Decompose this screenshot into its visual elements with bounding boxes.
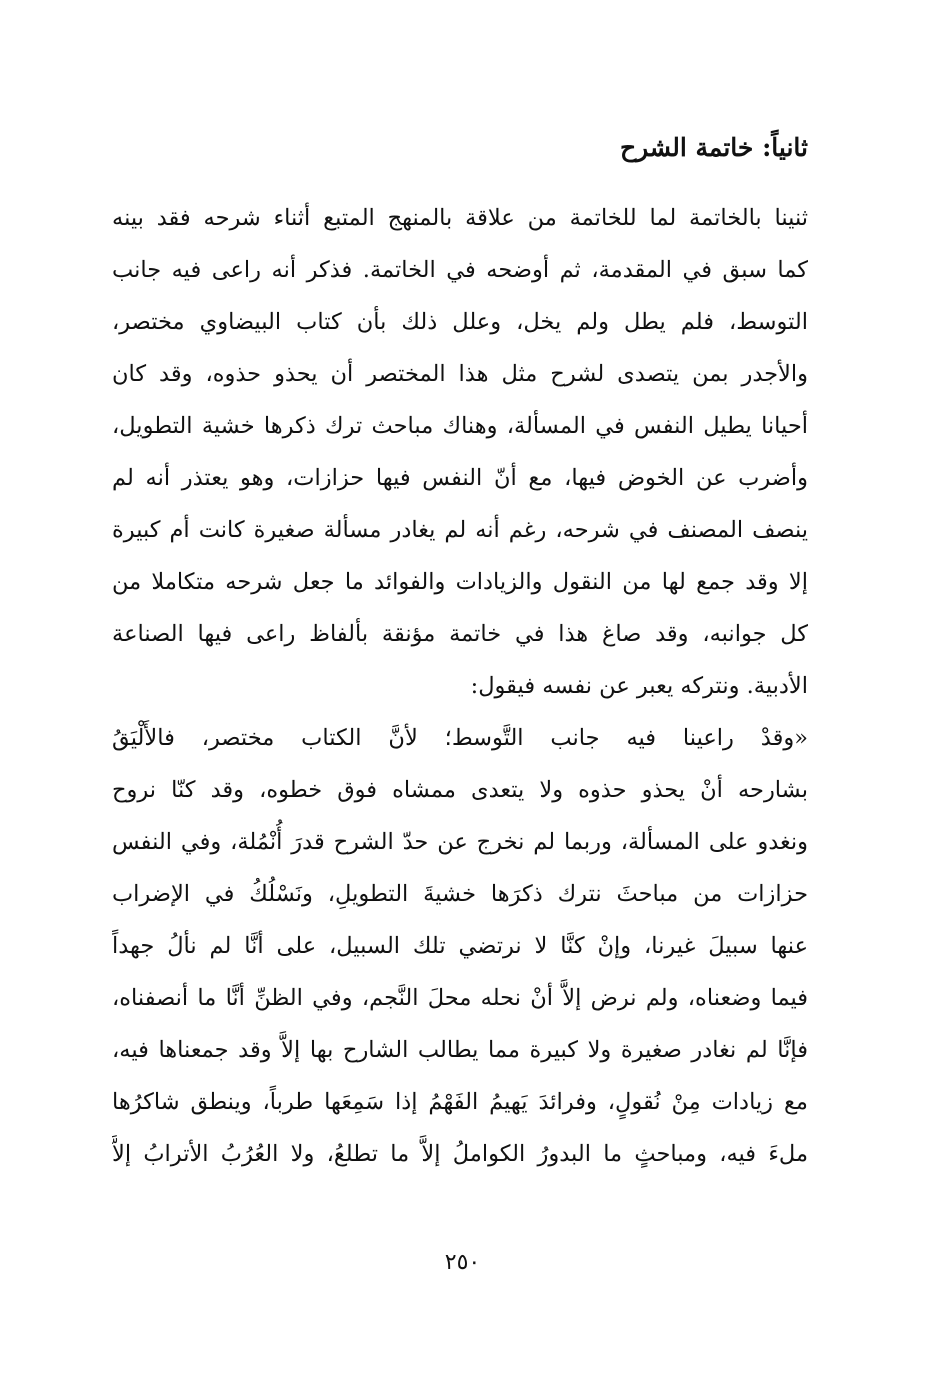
quote-line: ونغدو على المسألة، وربما لم نخرج عن حدّ الشرح قدرَ أُنْمُلة، وفي النفس	[112, 829, 808, 855]
quote-line: ملءَ فيه، ومباحثٍ ما البدورُ الكواملُ إلاَّ ما تطلعُ، ولا العُرُبُ الأترابُ إلاَّ	[112, 1141, 808, 1167]
text-line: الأدبية. ونتركه يعبر عن نفسه فيقول:	[470, 673, 808, 699]
quote-line: حزازات من مباحثَ نترك ذكرَها خشيةَ التطويلِ، ونَسْلُكُ في الإضراب	[112, 881, 808, 907]
text-line: كل جوانبه، وقد صاغ هذا في خاتمة مؤنقة بألفاظ راعى فيها الصناعة	[112, 621, 808, 647]
quote-line: «وقدْ راعينا فيه جانب التَّوسط؛ لأنَّ الكتاب مختصر، فالأَلْيَقُ	[112, 725, 808, 751]
quote-line: فيما وضعناه، ولم نرض إلاَّ أنْ نحله محلَ النَّجم، وفي الظنِّ أنَّا ما أنصفناه،	[112, 985, 808, 1011]
text-line: ينصف المصنف في شرحه، رغم أنه لم يغادر مسألة صغيرة كانت أم كبيرة	[112, 517, 808, 543]
section-heading: ثانياً: خاتمة الشرح	[619, 133, 808, 162]
text-line: التوسط، فلم يطل ولم يخل، وعلل ذلك بأن كتاب البيضاوي مختصر،	[112, 309, 808, 335]
text-line: أحيانا يطيل النفس في المسألة، وهناك مباحث ترك ذكرها خشية التطويل،	[112, 413, 808, 439]
paragraph-quote	[112, 712, 808, 1180]
text-line: ثنينا بالخاتمة لما للخاتمة من علاقة بالمنهج المتبع أثناء شرحه فقد بينه	[112, 205, 808, 231]
quote-line: مع زيادات مِنْ نُقولٍ، وفرائدَ يَهيمُ الفَهْمُ إذا سَمِعَها طرباً، وينطق شاكرُها	[112, 1089, 808, 1115]
text-line: والأجدر بمن يتصدى لشرح مثل هذا المختصر أن يحذو حذوه، وقد كان	[112, 361, 808, 387]
text-line: وأضرب عن الخوض فيها، مع أنّ النفس فيها حزازات، وهو يعتذر أنه لم	[112, 465, 808, 491]
quote-line: فإنَّا لم نغادر صغيرة ولا كبيرة مما يطالب الشارح بها إلاَّ وقد جمعناها فيه،	[112, 1037, 808, 1063]
text-line: كما سبق في المقدمة، ثم أوضحه في الخاتمة. فذكر أنه راعى فيه جانب	[112, 257, 808, 283]
text-line: إلا وقد جمع لها من النقول والزيادات والفوائد ما جعل شرحه متكاملا من	[112, 569, 808, 595]
quote-line: بشارحه أنْ يحذو حذوه ولا يتعدى ممشاه فوق خطوه، وقد كنّا نروح	[112, 777, 808, 803]
page-number: ٢٥٠	[444, 1250, 481, 1275]
quote-line: عنها سبيلَ غيرنا، وإنْ كنَّا لا نرتضي تلك السبيل، على أنَّا لم نألُ جهداً	[112, 933, 808, 959]
paragraph-intro	[112, 192, 808, 712]
